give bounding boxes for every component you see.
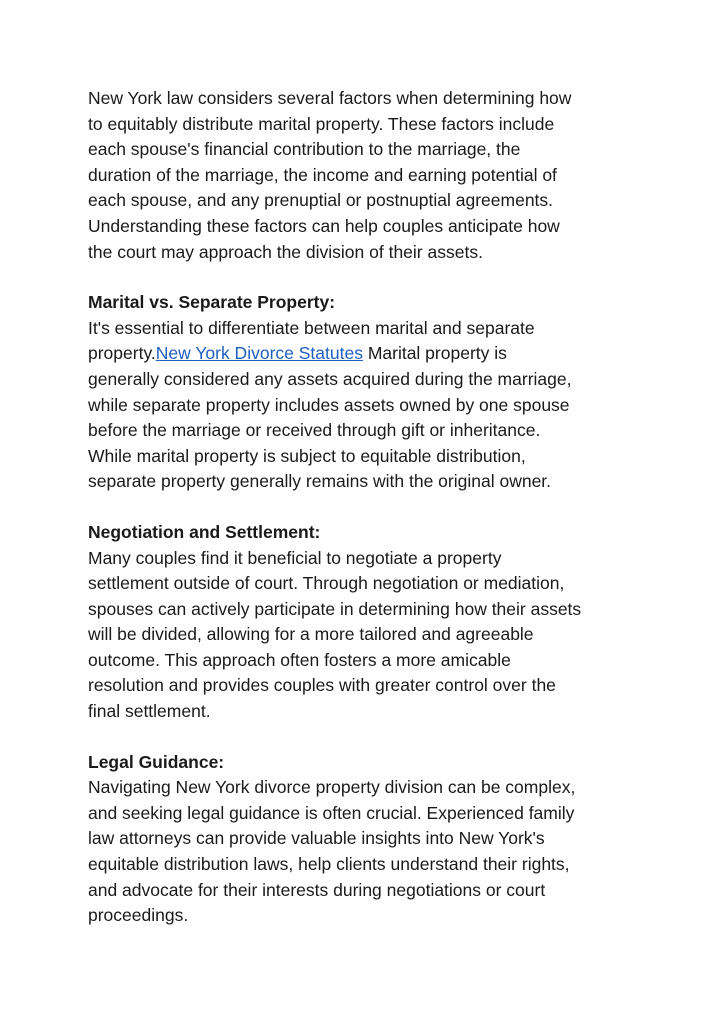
marital-line: while separate property includes assets owned by one spouse [88,394,570,415]
negotiation-line: outcome. This approach often fosters a more amicable [88,649,511,670]
document-page [88,86,648,929]
paragraph-spacer [88,495,648,520]
legal-heading: Legal Guidance: [88,751,225,772]
intro-line: each spouse's financial contribution to the marriage, the [88,139,521,160]
negotiation-line: will be divided, allowing for a more tailored and agreeable [88,624,534,645]
intro-paragraph [88,86,648,265]
legal-line: and advocate for their interests during negotiations or court [88,879,546,900]
negotiation-line: settlement outside of court. Through negotiation or mediation, [88,573,565,594]
negotiation-line: spouses can actively participate in determining how their assets [88,598,582,619]
legal-line: Navigating New York divorce property division can be complex, [88,777,576,798]
intro-line: Understanding these factors can help couples anticipate how [88,215,560,236]
legal-line: proceedings. [88,905,189,926]
intro-line: duration of the marriage, the income and earning potential of [88,164,557,185]
marital-line-with-link [88,341,648,367]
intro-line: each spouse, and any prenuptial or postnuptial agreements. [88,190,554,211]
legal-line: and seeking legal guidance is often crucial. Experienced family [88,802,575,823]
marital-line: While marital property is subject to equitable distribution, [88,445,526,466]
legal-line: law attorneys can provide valuable insights into New York's [88,828,545,849]
negotiation-section [88,520,648,725]
marital-heading: Marital vs. Separate Property: [88,292,336,313]
marital-section [88,290,648,495]
paragraph-spacer [88,265,648,290]
ny-divorce-statutes-link[interactable]: New York Divorce Statutes [155,343,363,364]
negotiation-line: Many couples find it beneficial to negotiate a property [88,547,502,568]
marital-line: generally considered any assets acquired during the marriage, [88,368,572,389]
legal-section [88,750,648,929]
marital-line-prefix: property. [88,343,156,364]
marital-line: separate property generally remains with the original owner. [88,471,552,492]
intro-line: to equitably distribute marital property. These factors include [88,113,555,134]
paragraph-spacer [88,725,648,750]
negotiation-heading: Negotiation and Settlement: [88,521,321,542]
intro-line: the court may approach the division of their assets. [88,241,483,262]
negotiation-line: final settlement. [88,701,211,722]
marital-line-suffix: Marital property is [362,343,507,364]
intro-line: New York law considers several factors when determining how [88,88,572,108]
legal-line: equitable distribution laws, help clients understand their rights, [88,854,570,875]
marital-line: before the marriage or received through gift or inheritance. [88,420,541,441]
negotiation-line: resolution and provides couples with greater control over the [88,675,556,696]
marital-line: It's essential to differentiate between marital and separate [88,317,535,338]
